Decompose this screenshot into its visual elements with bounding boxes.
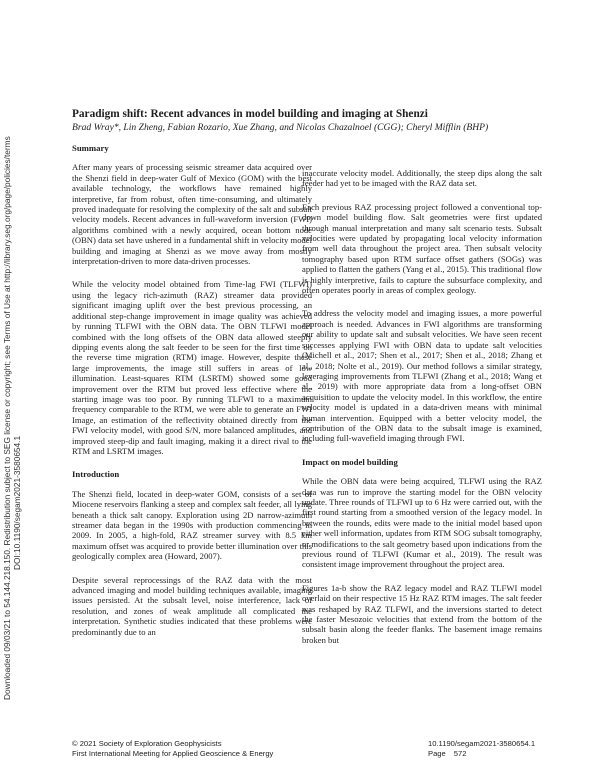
footer-right (428, 739, 548, 758)
footer-doi: 10.1190/segam2021-3580654.1 (428, 739, 536, 748)
page-indicator (428, 749, 548, 759)
summary-heading: Summary (72, 143, 109, 153)
page-label: Page (428, 748, 446, 758)
introduction-paragraph: The Shenzi field, located in deep-water GOM, consists of a set of Miocene reservoirs flanking a steep and complex salt feeder, all lying beneath a thick salt canopy. Exploration using 2D narrow-azimuth streamer data began in the 1990s with production commencing in 2009. In 2005, a high-fold, RAZ streamer survey with 8.5 km maximum offset was acquired to provide better illumination over this geologically complex area (Howard, 2007). (72, 488, 312, 562)
paper-authors: Brad Wray*, Lin Zheng, Fabian Rozario, Xue Zhang, and Nicolas Chazalnoel (CGG); Cheryl Mifflin (BHP) (72, 122, 489, 133)
right-column (302, 168, 542, 658)
summary-paragraph: After many years of processing seismic streamer data acquired over the Shenzi field in deep-water Gulf of Mexico (GOM) with the best available technology, the workflows have remained highly interpretive, far from robust, often time-consuming, and ultimately proved inadequate for resolving the complexity of the salt and subsalt velocity models. Recent advances in full-waveform inversion (FWI) algorithms combined with a newly acquired, ocean bottom node (OBN) data set have ushered in a fundamental shift in velocity model building and imaging at Shenzi as we move away from mostly interpretation-driven to more data-driven processes. (72, 162, 312, 267)
introduction-paragraph: Despite several reprocessings of the RAZ data with the most advanced imaging and model building techniques available, imaging issues persisted. At the subsalt level, noise interference, lack of resolution, and zones of weak amplitude all complicated the interpretation. Synthetic studies indicated that these problems were predominantly due to an (72, 574, 312, 637)
introduction-heading: Introduction (72, 469, 120, 480)
paper-title: Paradigm shift: Recent advances in model building and imaging at Shenzi (72, 108, 428, 120)
body-paragraph: Each previous RAZ processing project followed a conventional top-down model building flow. Salt geometries were first updated through manual interpretation and many salt scenario tests. Subsalt velocities were updated by propagating local velocity information from well data throughout the project area. Then subsalt velocity tomography based upon RTM surface offset gathers (SOGs) was applied to flatten the gathers (Yang et al., 2015). This traditional flow is highly interpretive, fails to capture the subsurface complexity, and often operates poorly in areas of complex geology. (302, 201, 542, 296)
download-notice (2, 90, 24, 700)
impact-paragraph: Figures 1a-b show the RAZ legacy model and RAZ TLFWI model overlaid on their respective 15 Hz RAZ RTM images. The salt feeder was reshaped by RAZ TLFWI, and the inversions started to detect the faster Mesozoic velocities that extend from the bottom of the subsalt basin along the feeder flanks. The basement image remains broken but (302, 582, 542, 645)
download-doi-line: DOI:10.1190/segam2021-3580654.1 (12, 435, 22, 570)
page-number: 572 (453, 748, 467, 758)
impact-paragraph: While the OBN data were being acquired, TLFWI using the RAZ data was run to improve the starting model for the OBN velocity update. Three rounds of TLFWI up to 6 Hz were carried out, with the first round starting from a smoothed version of the legacy model. In between the rounds, edits were made to the initial model based upon either well information, updates from RTM SOG subsalt tomography, or modifications to the salt geometry based upon indications from the previous round of TLFWI (Kumar et al., 2019). The result was consistent image improvement throughout the project area. (302, 476, 542, 570)
summary-paragraph: While the velocity model obtained from Time-lag FWI (TLFWI) using the legacy rich-azimuth (RAZ) streamer data provided significant imaging uplift over the best previous processing, an additional step-change improvement in image quality was achieved by running TLFWI with the OBN data. The OBN TLFWI model combined with the long offsets of the OBN data allowed steeply dipping events along the salt feeder to be seen for the first time on the reverse time migration (RTM) image. However, despite these large improvements, the image still suffers in areas of low illumination. Least-squares RTM (LSRTM) showed some good improvement over the RTM but proved less effective where the starting image was too poor. By running TLFWI to a maximum frequency comparable to the RTM, we were able to generate an FWI Image, an estimation of the reflectivity obtained directly from the FWI velocity model, with good S/N, more balanced amplitudes, and improved steep-dip and fault imaging, making it a direct rival to the RTM and LSRTM images. (72, 279, 312, 456)
impact-heading: Impact on model building (302, 456, 398, 467)
footer-left (72, 739, 273, 758)
left-column (72, 143, 312, 650)
body-paragraph: inaccurate velocity model. Additionally, the steep dips along the salt feeder had yet to be imaged with the RAZ data set. (302, 168, 542, 189)
meeting-line: First International Meeting for Applied Geoscience & Energy (72, 748, 274, 758)
download-notice-line: Downloaded 09/03/21 to 54.144.218.150. Redistribution subject to SEG license or copyright; see Terms of Use at http://library.seg.org/page/policies/terms (2, 136, 12, 700)
copyright-line: © 2021 Society of Exploration Geophysicists (72, 739, 222, 748)
body-paragraph: To address the velocity model and imaging issues, a more powerful approach is needed. Advances in FWI algorithms are transforming our ability to update salt and subsalt velocities. We have seen recent successes applying FWI with OBN data to update salt velocities (Michell et al., 2017; Shen et al., 2017; Shen et al., 2018; Zhang et al., 2018; Nolte et al., 2019). Our method follows a similar strategy, leveraging improvements from TLFWI (Zhang et al., 2018; Wang et al., 2019) with more appropriate data from a long-offset OBN acquisition to update the velocity model. In this workflow, the entire velocity model is updated in a data-driven means with minimal human intervention. Equipped with a better velocity model, the contribution of the OBN data to the subsalt image is examined, including full-wavefield imaging through FWI. (302, 308, 542, 444)
